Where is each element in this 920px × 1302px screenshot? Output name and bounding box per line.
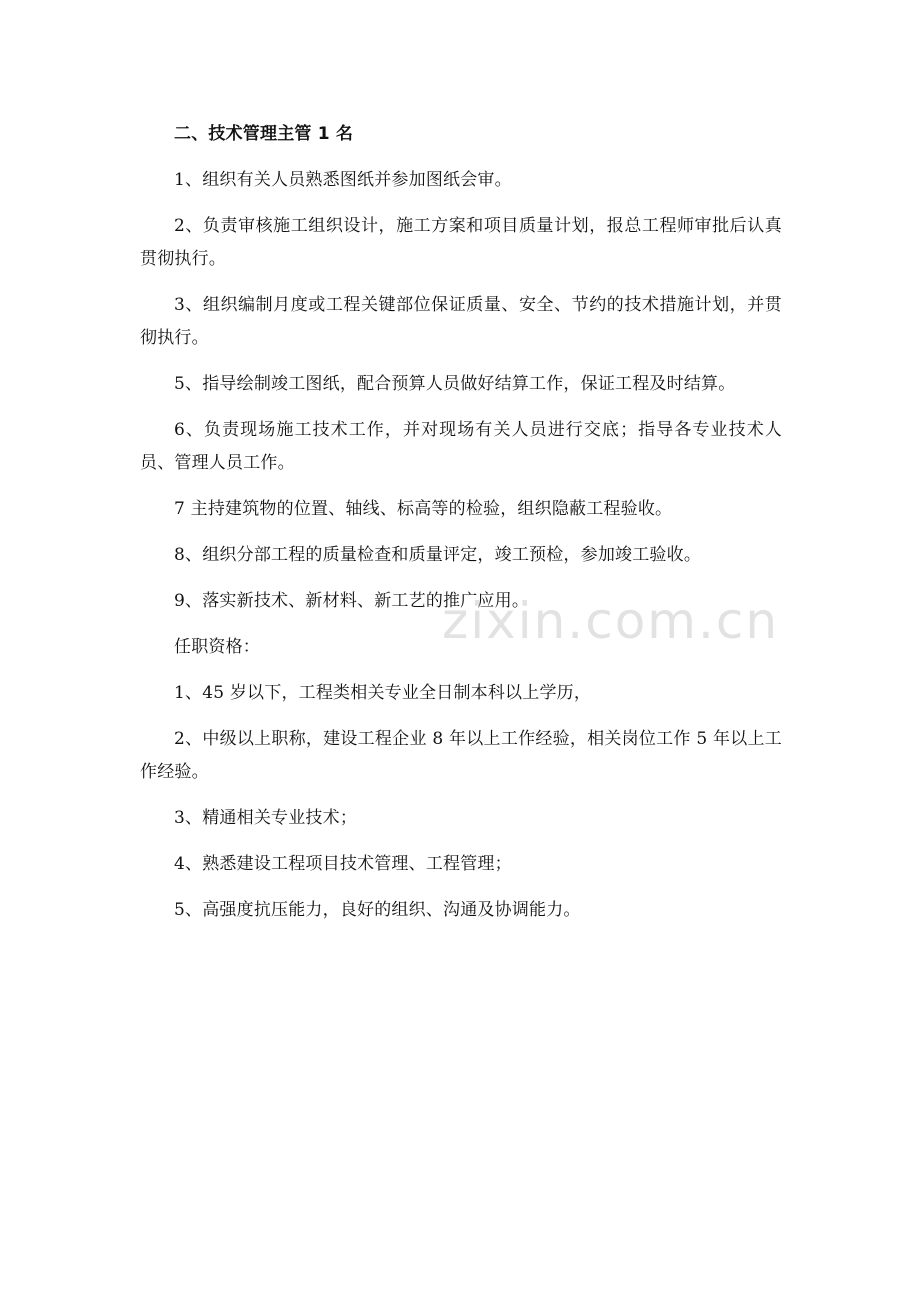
duty-item-1: 1、组织有关人员熟悉图纸并参加图纸会审。	[174, 170, 512, 190]
duty-item-6: 6、负责现场施工技术工作，并对现场有关人员进行交底；指导各专业技术人员、管理人员工作。	[140, 420, 782, 473]
duty-item-7: 7 主持建筑物的位置、轴线、标高等的检验，组织隐蔽工程验收。	[174, 499, 673, 519]
document-body	[140, 118, 782, 940]
duty-item-3: 3、组织编制月度或工程关键部位保证质量、安全、节约的技术措施计划，并贯彻执行。	[140, 295, 782, 348]
qualification-item-5: 5、高强度抗压能力，良好的组织、沟通及协调能力。	[174, 900, 581, 920]
qualification-item-2: 2、中级以上职称，建设工程企业 8 年以上工作经验，相关岗位工作 5 年以上工作经验。	[140, 729, 782, 782]
qualification-item-1: 1、45 岁以下，工程类相关专业全日制本科以上学历，	[174, 683, 592, 703]
duty-item-2: 2、负责审核施工组织设计，施工方案和项目质量计划，报总工程师审批后认真贯彻执行。	[140, 216, 782, 269]
watermark: zixin.com.cn	[442, 592, 780, 650]
duty-item-5: 5、指导绘制竣工图纸，配合预算人员做好结算工作，保证工程及时结算。	[174, 374, 736, 394]
qualification-item-4: 4、熟悉建设工程项目技术管理、工程管理；	[174, 854, 512, 874]
section-heading: 二、技术管理主管 1 名	[174, 124, 354, 144]
duty-item-8: 8、组织分部工程的质量检查和质量评定，竣工预检，参加竣工验收。	[174, 545, 702, 565]
qualification-title: 任职资格：	[174, 637, 260, 657]
qualification-item-3: 3、精通相关专业技术；	[174, 808, 358, 828]
duty-item-9: 9、落实新技术、新材料、新工艺的推广应用。	[174, 591, 530, 611]
